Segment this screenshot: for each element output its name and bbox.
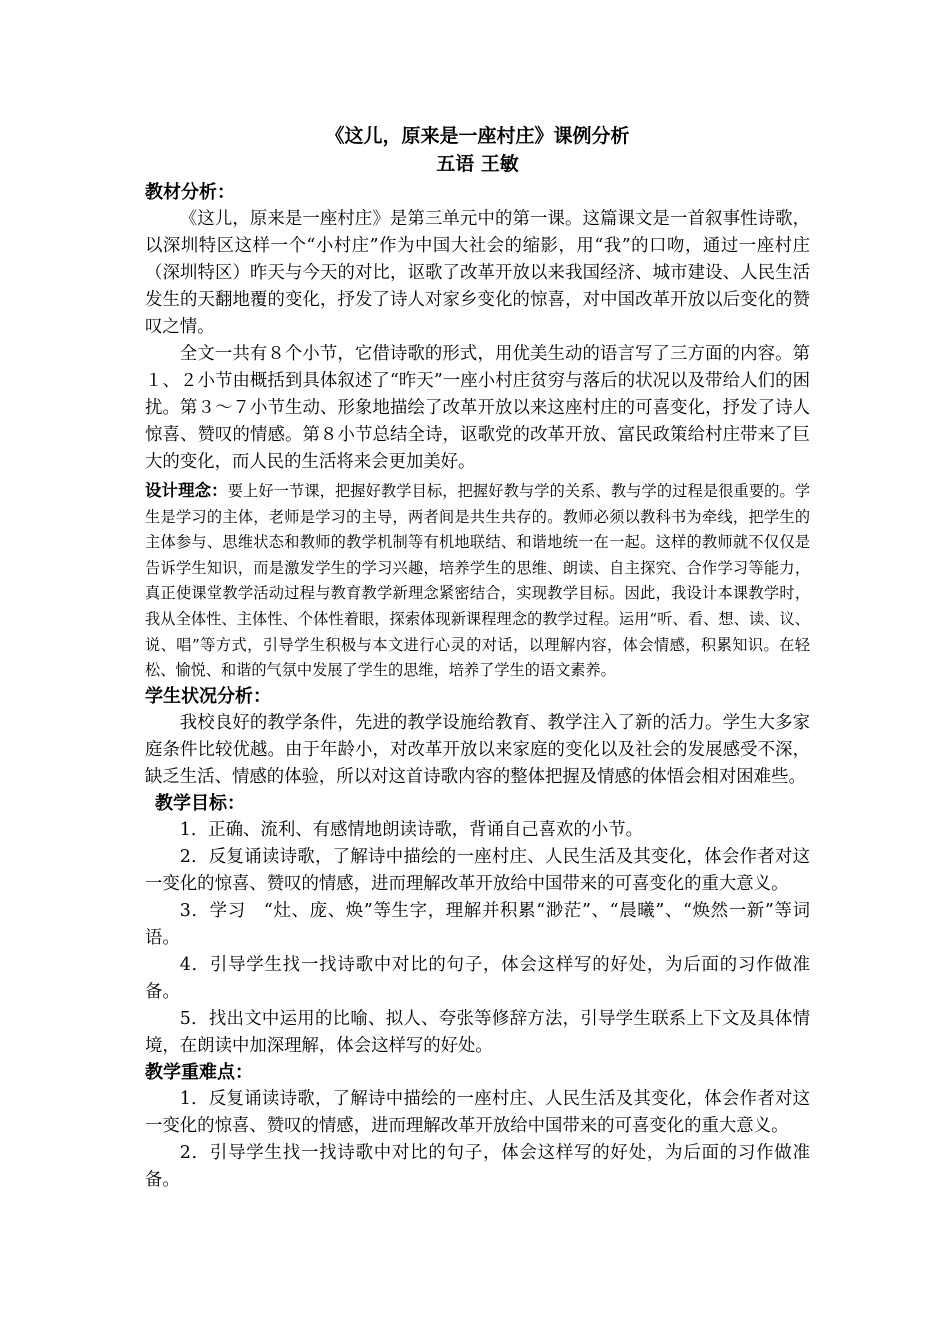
goal-item: 5．找出文中运用的比喻、拟人、夸张等修辞方法，引导学生联系上下文及具体情境，在朗读中加深理解，体会这样写的好处。 xyxy=(145,1008,810,1056)
goals-list xyxy=(145,817,810,1060)
design-concept-text: 要上好一节课，把握好教学目标，把握好教与学的关系、教与学的过程是很重要的。学生是学习的主体，老师是学习的主导，两者间是共生共存的。教师必须以教科书为牵线，把学生的主体参与、思维状态和教师的教学机制等有机地联结、和谐地统一在一起。这样的教师就不仅仅是告诉学生知识，而是激发学生的学习兴趣，培养学生的思维、朗读、自主探究、合作学习等能力，真正使课堂教学活动过程与教育教学新理念紧密结合，实现教学目标。因此，我设计本课教学时，我从全体性、主体性、个体性着眼，探索体现新课程理念的教学过程。运用“听、看、想、读、议、说、唱”等方式，引导学生积极与本文进行心灵的对话，以理解内容，体会情感，积累知识。在轻松、愉悦、和谐的气氛中发展了学生的思维，培养了学生的语文素养。 xyxy=(145,482,811,680)
section-heading-students: 学生状况分析： xyxy=(145,685,271,707)
students-paragraph: 我校良好的教学条件，先进的教学设施给教育、教学注入了新的活力。学生大多家庭条件比较优越。由于年龄小，对改革开放以来家庭的变化以及社会的发展感受不深，缺乏生活、情感的体验，所以对这首诗歌内容的整体把握及情感的体悟会相对困难些。 xyxy=(145,712,810,787)
section-heading-material: 教材分析： xyxy=(145,182,235,203)
section-heading-goals: 教学目标： xyxy=(155,792,245,814)
material-paragraph: 全文一共有８个小节，它借诗歌的形式，用优美生动的语言写了三方面的内容。第１、２小节由概括到具体叙述了“昨天”一座小村庄贫穷与落后的状况以及带给人们的困扰。第３～７小节生动、形象地描绘了改革开放以来这座村庄的可喜变化，抒发了诗人惊喜、赞叹的情感。第８小节总结全诗，讴歌党的改革开放、富民政策给村庄带来了巨大的变化，而人民的生活将来会更加美好。 xyxy=(145,344,810,472)
document-title: 《这儿，原来是一座村庄》课例分析 xyxy=(325,125,630,147)
section-heading-keypoints: 教学重难点： xyxy=(145,1061,253,1083)
section-heading-design: 设计理念： xyxy=(145,481,228,500)
document-page xyxy=(145,122,810,1194)
goal-item: 4．引导学生找一找诗歌中对比的句子，体会这样写的好处，为后面的习作做准备。 xyxy=(145,954,810,1002)
document-author: 五语 王敏 xyxy=(436,153,519,175)
goal-item: 1．正确、流利、有感情地朗读诗歌，背诵自己喜欢的小节。 xyxy=(179,819,644,840)
goal-item: 2．反复诵读诗歌，了解诗中描绘的一座村庄、人民生活及其变化，体会作者对这一变化的惊喜、赞叹的情感，进而理解改革开放给中国带来的可喜变化的重大意义。 xyxy=(145,846,810,894)
goal-item: 3．学习 “灶、庞、焕”等生字，理解并积累“渺茫”、“晨曦”、“焕然一新”等词语。 xyxy=(145,900,810,948)
keypoints-list xyxy=(145,1086,810,1194)
keypoint-item: 2．引导学生找一找诗歌中对比的句子，体会这样写的好处，为后面的习作做准备。 xyxy=(145,1142,810,1190)
keypoint-item: 1．反复诵读诗歌，了解诗中描绘的一座村庄、人民生活及其变化，体会作者对这一变化的惊喜、赞叹的情感，进而理解改革开放给中国带来的可喜变化的重大意义。 xyxy=(145,1088,810,1136)
design-concept-block xyxy=(145,478,810,684)
material-paragraph: 《这儿，原来是一座村庄》是第三单元中的第一课。这篇课文是一首叙事性诗歌，以深圳特区这样一个“小村庄”作为中国大社会的缩影，用“我”的口吻，通过一座村庄（深圳特区）昨天与今天的对比，讴歌了改革开放以来我国经济、城市建设、人民生活发生的天翻地覆的变化，抒发了诗人对家乡变化的惊喜，对中国改革开放以后变化的赞叹之情。 xyxy=(145,209,810,337)
